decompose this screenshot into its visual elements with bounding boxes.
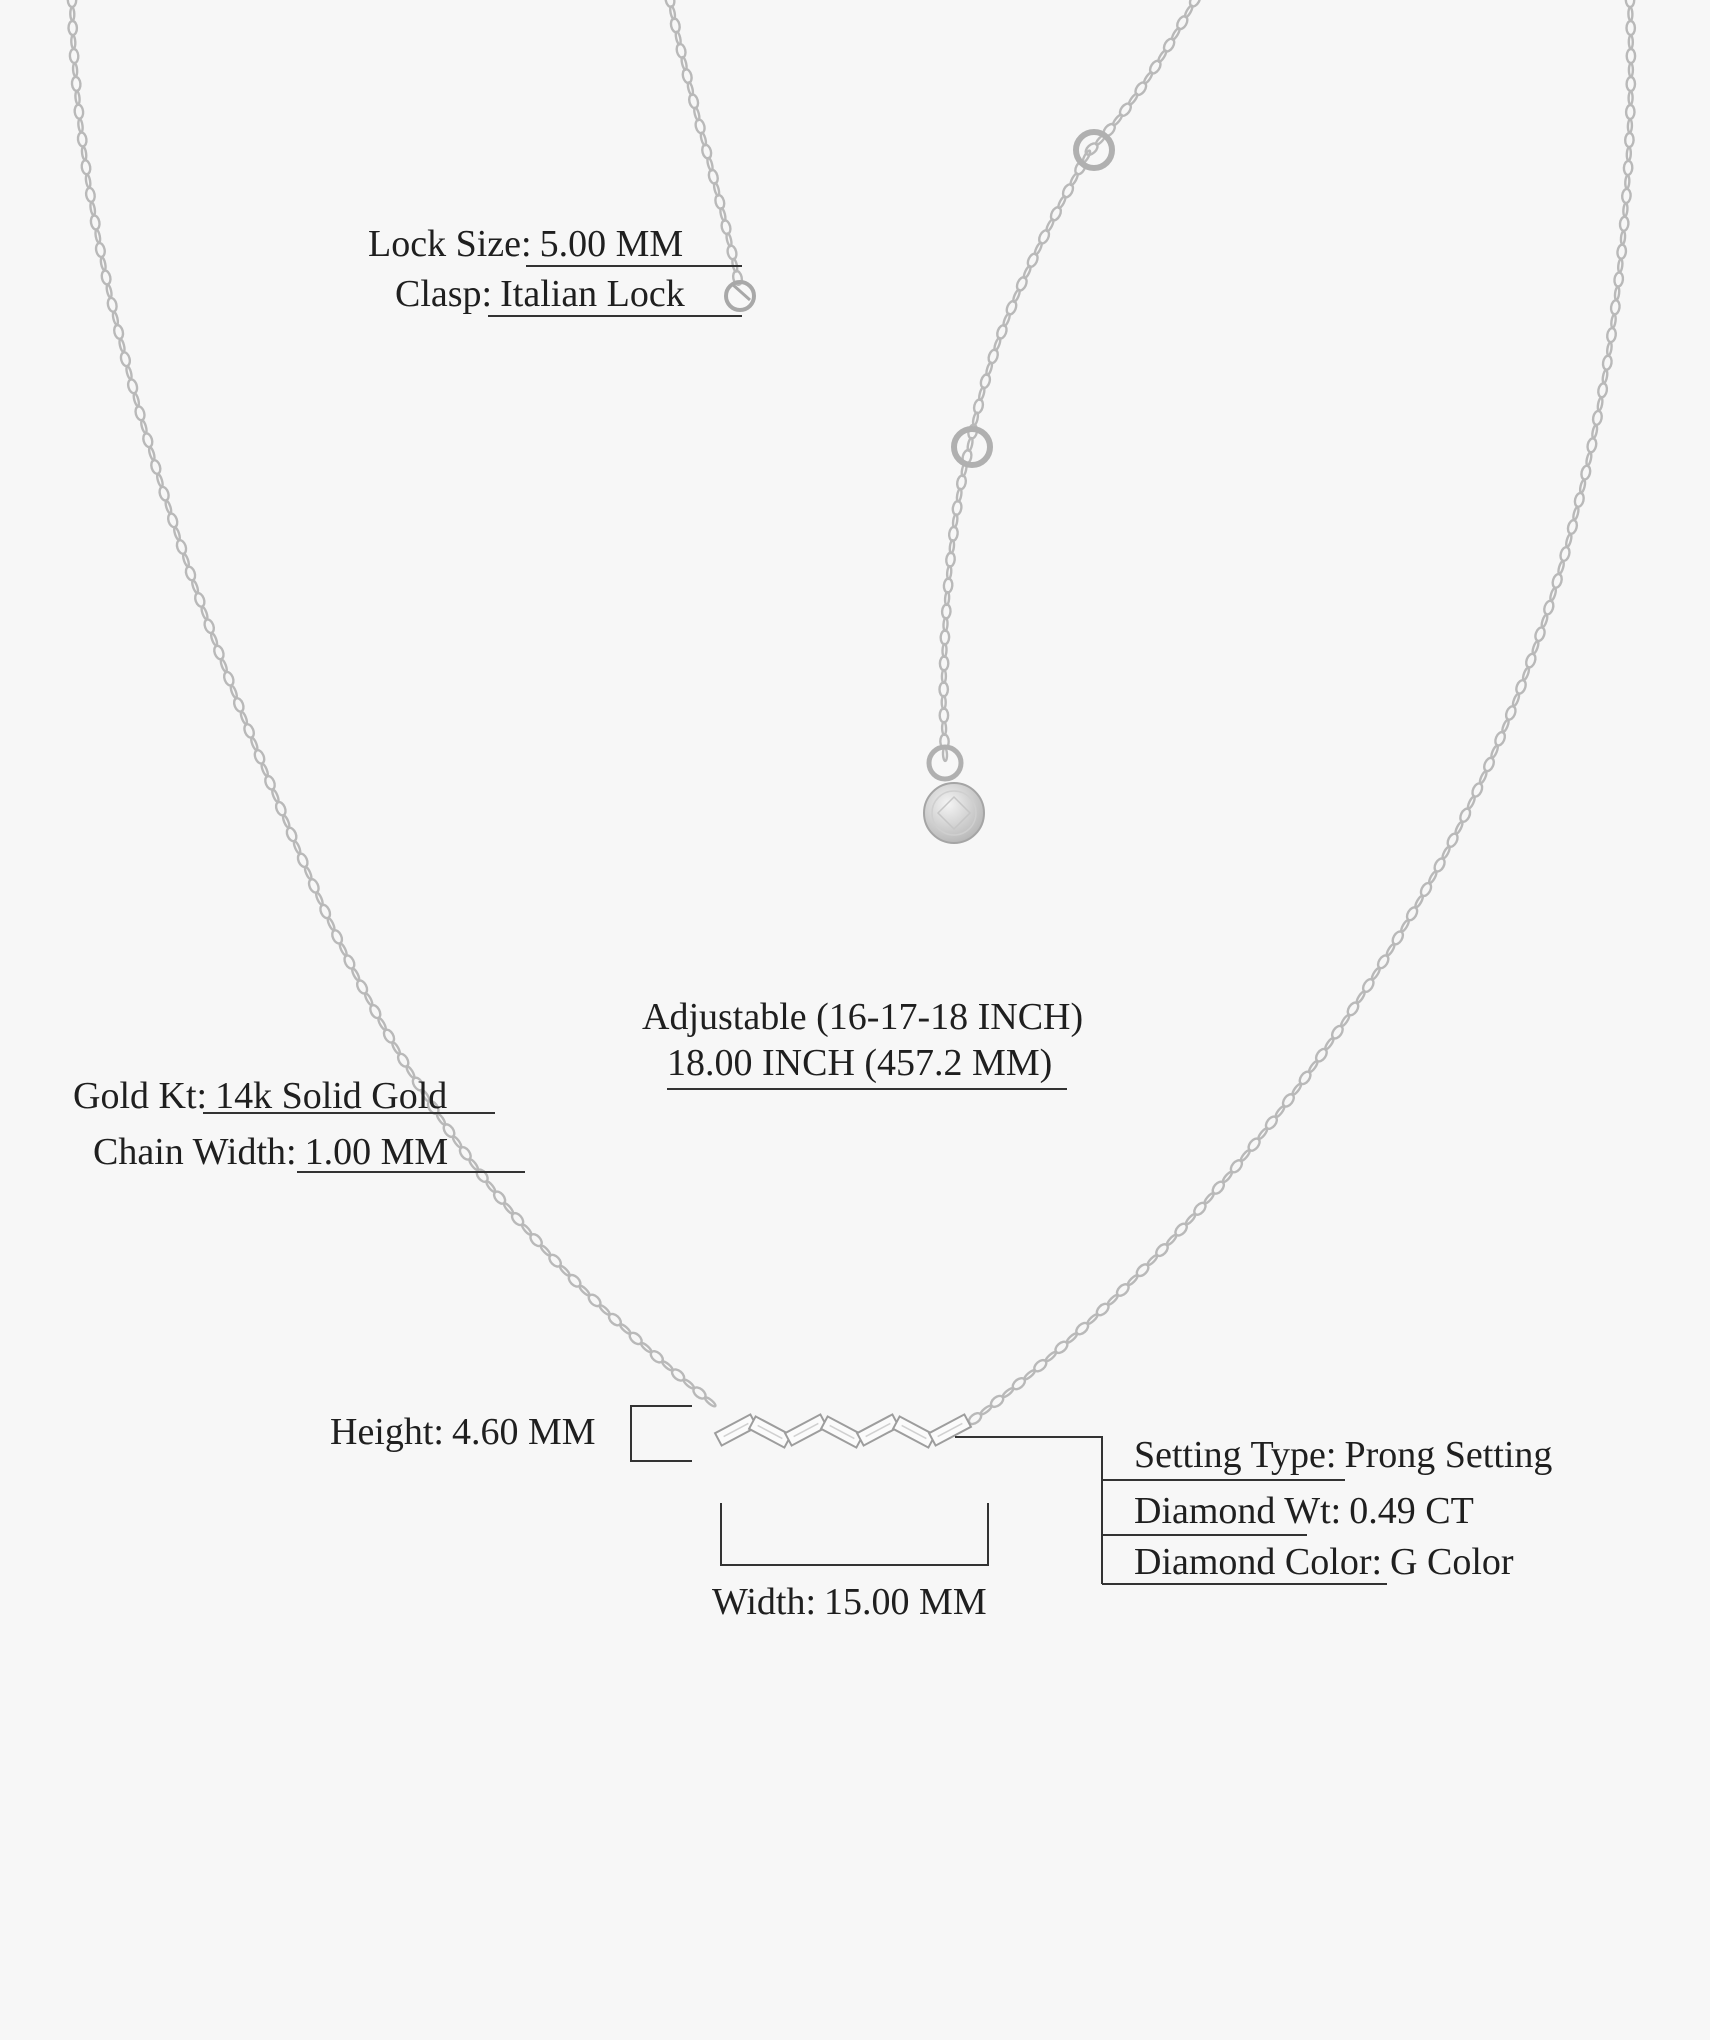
chain-link: [1626, 147, 1631, 160]
chain-link: [1586, 452, 1593, 466]
chain-link: [296, 852, 309, 868]
chain-link: [282, 815, 291, 829]
lock-size-spec: [368, 222, 683, 266]
chain-link: [101, 270, 112, 285]
chain-link: [184, 566, 197, 582]
chain-link: [148, 447, 156, 461]
chain-link: [1565, 534, 1572, 548]
chain-link: [1441, 846, 1451, 859]
chain-link: [81, 147, 87, 160]
chain-link: [940, 656, 949, 670]
chain-link: [1490, 745, 1499, 759]
chain-link: [714, 194, 726, 210]
chain-link: [75, 91, 80, 104]
chain-link: [952, 500, 962, 515]
chain-link: [1501, 719, 1510, 733]
chain-link: [1579, 480, 1586, 494]
chain-link: [1610, 300, 1620, 315]
chain-link: [1541, 614, 1549, 628]
chain-link: [704, 1396, 717, 1407]
chain-link: [112, 312, 119, 326]
chain-link: [68, 21, 77, 35]
chain-link: [120, 351, 132, 367]
chain-link: [222, 671, 235, 687]
chain-link: [150, 459, 162, 475]
chain-link: [85, 174, 91, 187]
chain-link: [1386, 943, 1396, 956]
gold-kt-spec: [73, 1074, 447, 1118]
chain-link: [327, 917, 336, 930]
chain-link: [1586, 438, 1597, 453]
lock-size-value: 5.00 MM: [539, 223, 684, 265]
chain-link: [274, 801, 287, 817]
lock-size-label: Lock Size:: [368, 223, 532, 265]
chain-link: [78, 119, 84, 132]
chain-link: [68, 0, 77, 7]
chain-link: [77, 132, 87, 147]
chain-link: [1628, 91, 1632, 104]
chain-link: [948, 526, 958, 541]
chain-link: [95, 242, 106, 257]
jump-ring-top: [1076, 132, 1112, 168]
jump-ring-bottom: [929, 747, 961, 779]
chain-link: [81, 160, 91, 175]
chain-link: [1531, 641, 1539, 655]
chain-link: [942, 644, 946, 657]
chain-link: [1567, 519, 1579, 535]
chain-link: [1629, 63, 1633, 76]
chain-link: [351, 968, 360, 981]
height-bracket: [631, 1406, 692, 1461]
chain-link: [1493, 731, 1506, 747]
chain-link: [182, 553, 190, 567]
chain-link: [1458, 807, 1472, 823]
chain-link: [90, 202, 96, 215]
width-value: 15.00 MM: [824, 1581, 987, 1623]
chain-link: [1454, 821, 1463, 834]
chain-link: [307, 878, 320, 894]
chain-link: [210, 633, 218, 647]
clasp-spec: [395, 272, 685, 316]
chain-link: [1623, 203, 1628, 216]
diamond-wt-value: 0.49 CT: [1349, 1490, 1474, 1532]
chain-link: [377, 1017, 387, 1030]
chain-link: [1628, 7, 1632, 20]
chain-link: [1597, 383, 1608, 398]
chain-link: [293, 841, 302, 855]
chain-link: [942, 696, 946, 709]
left-chain: [72, 0, 720, 1410]
chain-link: [1627, 77, 1636, 91]
chain-link: [200, 606, 208, 620]
chain-link: [1597, 397, 1603, 411]
diamond-color-value: G Color: [1390, 1541, 1514, 1583]
chain-link: [940, 630, 949, 644]
chain-link: [949, 540, 954, 553]
chain-link: [71, 35, 76, 48]
chain-link: [74, 104, 84, 119]
chain-link: [688, 93, 700, 109]
chain-link: [956, 475, 967, 490]
width-spec: [712, 1580, 987, 1624]
chain-link: [1479, 771, 1488, 784]
gold-kt-label: Gold Kt:: [73, 1075, 208, 1117]
chain-link: [1614, 287, 1620, 300]
chain-link: [694, 119, 706, 135]
chain-link: [318, 903, 331, 919]
chain-link: [107, 297, 118, 313]
chain-link: [940, 708, 949, 722]
chain-link: [947, 566, 952, 579]
chain-link: [263, 775, 276, 791]
diamond-color-spec: [1134, 1540, 1514, 1584]
chain-link: [158, 486, 170, 502]
chain-link: [973, 398, 985, 414]
chain-link: [330, 929, 344, 945]
chain-link: [942, 670, 946, 683]
chain-link: [167, 512, 179, 528]
chain-link: [1543, 600, 1555, 616]
chain-link: [1534, 626, 1546, 642]
chain-link: [220, 659, 228, 673]
width-label: Width:: [712, 1581, 817, 1623]
chain-link: [1619, 216, 1629, 231]
chain-link: [173, 527, 181, 541]
chain-link: [1512, 693, 1520, 707]
chain-link: [943, 748, 948, 761]
chain-link: [1482, 756, 1495, 772]
chain-link: [85, 187, 96, 202]
chain-link: [1627, 49, 1635, 63]
baguette-diamond-bar: [715, 1414, 971, 1447]
chain-link: [1626, 105, 1635, 119]
chain-link: [1629, 35, 1633, 48]
chain-link: [939, 682, 947, 696]
chain-link: [701, 144, 713, 160]
chain-link: [250, 737, 259, 751]
height-spec: [330, 1410, 596, 1454]
chain-link: [943, 578, 952, 593]
chain-link: [1591, 425, 1598, 439]
chain-link: [1592, 410, 1603, 425]
chain-link: [73, 63, 78, 76]
chain-link: [165, 500, 173, 514]
chain-link: [1606, 342, 1612, 355]
chain-link: [156, 474, 164, 488]
chain-link: [1559, 546, 1571, 562]
chain-link: [1602, 370, 1608, 383]
chain-link: [720, 219, 731, 235]
chain-link: [1515, 679, 1528, 695]
chain-link: [1471, 782, 1485, 798]
chain-link: [1572, 507, 1579, 521]
length-adjustable: Adjustable (16-17-18 INCH): [642, 996, 1084, 1038]
diamond-color-label: Diamond Color:: [1134, 1541, 1383, 1583]
clasp-label: Clasp:: [395, 273, 493, 315]
chain-link: [942, 722, 946, 735]
clasp-value: Italian Lock: [500, 273, 685, 315]
chain-link: [315, 892, 324, 906]
chain-link: [1606, 328, 1616, 343]
chain-link: [1574, 492, 1585, 508]
chain-link: [979, 373, 991, 389]
diamond-wt-spec: [1134, 1489, 1474, 1533]
chain-link: [243, 723, 256, 739]
chain-link: [175, 539, 187, 555]
chain-link: [1414, 895, 1424, 908]
setting-type-spec: [1134, 1433, 1552, 1477]
chain-link: [1626, 0, 1635, 7]
height-value: 4.60 MM: [451, 1411, 596, 1453]
chain-link: [952, 514, 958, 527]
chain-link: [71, 77, 81, 92]
chain-link: [69, 49, 78, 63]
chain-link: [1614, 272, 1624, 287]
chain-link: [1428, 871, 1438, 884]
setting-type-label: Setting Type:: [1134, 1434, 1337, 1476]
chain-link: [1580, 465, 1591, 481]
chain-link: [125, 366, 132, 380]
setting-type-value: Prong Setting: [1344, 1434, 1553, 1476]
chain-link: [1551, 573, 1563, 589]
chain-link: [1628, 119, 1632, 132]
chain-link: [726, 245, 737, 261]
width-bracket: [721, 1503, 988, 1565]
chain-link: [681, 68, 693, 84]
chain-link: [1620, 231, 1625, 244]
chain-width-value: 1.00 MM: [304, 1131, 449, 1173]
tag-disc-icon: [924, 783, 984, 843]
chain-link: [285, 826, 298, 842]
chain-link: [1400, 919, 1410, 932]
chain-width-spec: [93, 1130, 448, 1174]
chain-link: [106, 284, 113, 298]
chain-link: [193, 592, 206, 608]
chain-width-label: Chain Width:: [93, 1131, 297, 1173]
height-label: Height:: [330, 1411, 444, 1453]
chain-link: [675, 43, 686, 59]
chain-link: [364, 993, 374, 1006]
clasp-icon: [726, 282, 754, 310]
length-total: 18.00 INCH (457.2 MM): [667, 1042, 1053, 1084]
chain-link: [260, 763, 269, 777]
chain-link: [391, 1042, 401, 1055]
chain-link: [1617, 244, 1627, 259]
chain-link: [942, 604, 951, 618]
chain-link: [1625, 175, 1630, 188]
chain-link: [946, 552, 956, 567]
chain-link: [271, 789, 280, 803]
chain-link: [707, 169, 719, 185]
chain-link: [203, 618, 216, 634]
chain-link: [142, 432, 154, 448]
chain-links: [68, 0, 1635, 1433]
chain-link: [240, 711, 248, 725]
chain-link: [140, 420, 147, 434]
chain-link: [1524, 653, 1537, 669]
chain-link: [100, 257, 107, 271]
chain-link: [191, 580, 199, 594]
chain-link: [1371, 967, 1381, 980]
chain-link: [1504, 705, 1517, 721]
chain-link: [945, 592, 950, 605]
chain-link: [1355, 991, 1365, 1004]
chain-link: [133, 393, 140, 407]
diamond-wt-label: Diamond Wt:: [1134, 1490, 1342, 1532]
chain-link: [232, 697, 245, 713]
chain-link: [1467, 796, 1476, 809]
chain-link: [70, 7, 74, 20]
chain-link: [304, 866, 313, 880]
chain-link: [943, 618, 948, 631]
chain-link: [1624, 161, 1633, 175]
chain-link: [1549, 587, 1557, 601]
chain-link: [118, 339, 125, 353]
chain-link: [1611, 314, 1617, 327]
chain-link: [213, 644, 226, 660]
chain-link: [134, 405, 146, 421]
chain-link: [253, 749, 266, 765]
chain-link: [1602, 355, 1613, 370]
chain-link: [1618, 259, 1623, 272]
chain-link: [90, 215, 101, 230]
chain-link: [1625, 133, 1634, 147]
chain-link: [670, 18, 681, 33]
chain-link: [987, 348, 999, 364]
setting-leader-line: [955, 1437, 1102, 1584]
gold-kt-value: 14k Solid Gold: [215, 1075, 448, 1117]
chain-link: [1622, 189, 1631, 204]
chain-link: [1522, 667, 1530, 681]
chain-link: [339, 943, 348, 956]
chain-link: [1626, 21, 1635, 35]
chain-link: [1557, 561, 1565, 575]
chain-link: [113, 324, 124, 340]
chain-link: [95, 230, 101, 244]
chain-link: [230, 685, 238, 699]
chain-link: [127, 378, 139, 394]
